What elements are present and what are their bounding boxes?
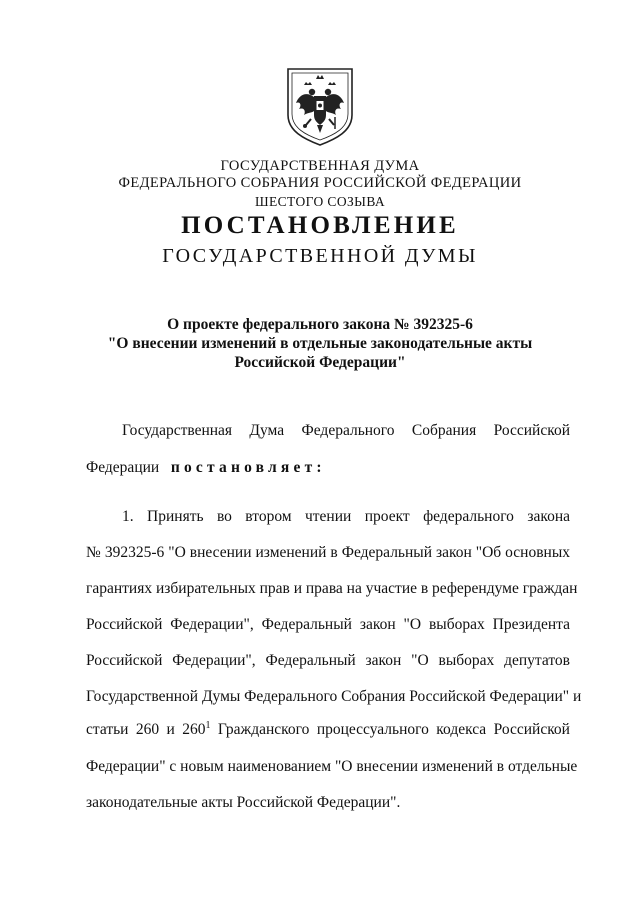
resolves-word: постановляет: — [170, 459, 326, 476]
subject-line-2: "О внесении изменений в отдельные законодательные акты — [107, 335, 533, 352]
header-federal-assembly: ФЕДЕРАЛЬНОГО СОБРАНИЯ РОССИЙСКОЙ ФЕДЕРАЦИИ — [118, 175, 522, 191]
paragraph-1-line-7 — [86, 720, 570, 740]
superscript: 1 — [205, 719, 211, 731]
preamble-line-1: Государственная Дума Федерального Собрания Российской — [122, 422, 570, 439]
paragraph-1-line-2: № 392325-6 "О внесении изменений в Федеральный закон "Об основных — [86, 544, 570, 561]
document-title: ПОСТАНОВЛЕНИЕ — [181, 212, 459, 239]
preamble-line-2 — [86, 458, 570, 478]
paragraph-1-line-9: законодательные акты Российской Федерации". — [86, 794, 401, 811]
paragraph-1-line-7-end: Гражданского процессуального кодекса Российской — [217, 721, 570, 738]
preamble-line-2-text: Федерации — [86, 459, 160, 476]
header-convocation: ШЕСТОГО СОЗЫВА — [254, 194, 386, 209]
paragraph-1-line-8: Федерации" с новым наименованием "О внесении изменений в отдельные — [86, 758, 578, 775]
paragraph-1-line-4: Российской Федерации", Федеральный закон "О выборах Президента — [86, 616, 570, 633]
document-subtitle: ГОСУДАРСТВЕННОЙ ДУМЫ — [162, 245, 478, 267]
paragraph-1-line-7-start: статьи 260 и 260 — [86, 721, 206, 738]
paragraph-1-line-5: Российской Федерации", Федеральный закон "О выборах депутатов — [86, 652, 570, 669]
paragraph-1-line-1: 1. Принять во втором чтении проект федерального закона — [122, 508, 570, 525]
subject-line-1: О проекте федерального закона № 392325-6 — [167, 316, 473, 333]
subject-line-3: Российской Федерации" — [234, 354, 406, 371]
header-duma: ГОСУДАРСТВЕННАЯ ДУМА — [220, 158, 420, 174]
paragraph-1-line-6: Государственной Думы Федерального Собрания Российской Федерации" и — [86, 688, 582, 705]
paragraph-1-line-3: гарантиях избирательных прав и права на участие в референдуме граждан — [86, 580, 578, 597]
coat-of-arms-emblem-icon — [284, 65, 356, 147]
